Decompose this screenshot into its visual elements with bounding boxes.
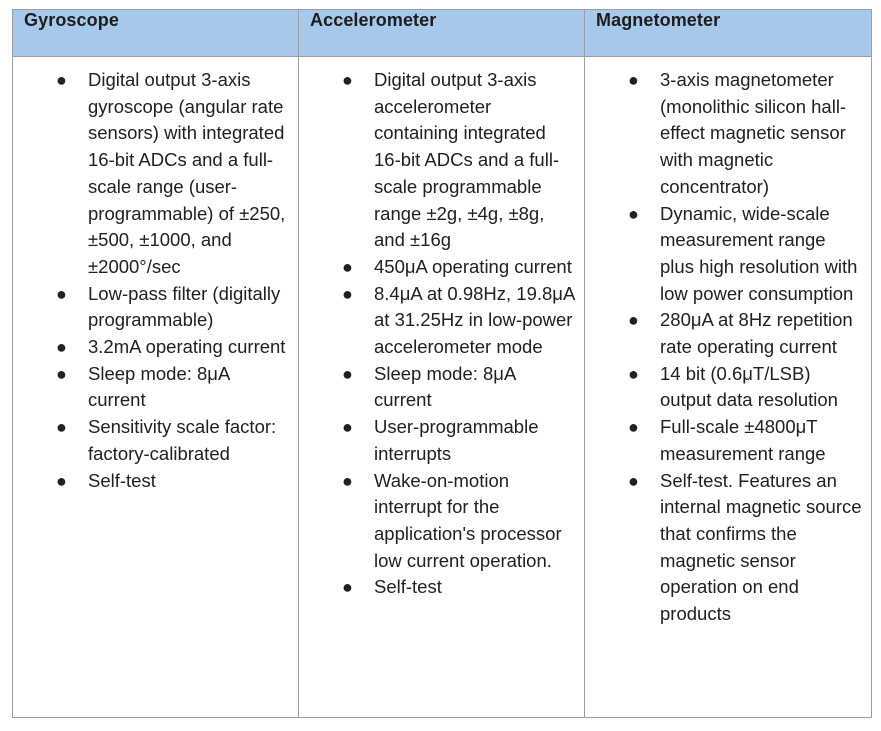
list-item: [13, 334, 290, 361]
list-item: [299, 468, 576, 575]
bullet-icon: ●: [56, 283, 67, 304]
list-item: [299, 361, 576, 414]
bullet-icon: ●: [56, 363, 67, 384]
header-gyroscope: Gyroscope: [13, 10, 299, 57]
bullet-icon: ●: [56, 70, 67, 90]
list-item-text: Sleep mode: 8μA current: [374, 362, 516, 411]
list-item-text: Sleep mode: 8μA current: [88, 362, 230, 411]
list-item: [585, 201, 863, 308]
list-item: [585, 468, 863, 628]
list-item-text: Self-test: [374, 576, 442, 598]
list-item: [299, 281, 576, 361]
list-item: [13, 281, 290, 334]
list-item-text: 450μA operating current: [374, 255, 572, 277]
list-item-text: 14 bit (0.6μT/LSB) output data resolution: [660, 362, 838, 411]
list-item-text: Digital output 3-axis accelerometer containing integrated 16-bit ADCs and a full-scale programmable range ±2g, ±4g, ±8g, and ±16g: [374, 69, 560, 251]
bullet-icon: ●: [342, 363, 353, 384]
list-item-text: User-programmable interrupts: [374, 416, 539, 464]
magnetometer-cell: [585, 57, 872, 718]
list-item-text: Sensitivity scale factor: factory-calibrated: [88, 416, 277, 464]
bullet-icon: ●: [56, 337, 67, 358]
magnetometer-feature-list: [585, 67, 863, 628]
gyroscope-cell: [13, 57, 299, 718]
list-item-text: Self-test: [88, 469, 156, 491]
list-item: [585, 414, 863, 467]
list-item-text: Digital output 3-axis gyroscope (angular rate sensors) with integrated 16-bit ADCs and a full-scale range (user-programmable) of ±250, ±500, ±1000, and ±2000°/sec: [88, 69, 286, 277]
sensor-spec-table-wrapper: [12, 9, 871, 718]
accelerometer-cell: [299, 57, 585, 718]
list-item-text: Wake-on-motion interrupt for the application's processor low current operation.: [374, 469, 562, 571]
header-magnetometer: Magnetometer: [585, 10, 872, 57]
feature-row: [13, 57, 872, 718]
list-item-text: 3-axis magnetometer (monolithic silicon hall-effect magnetic sensor with magnetic concentrator): [660, 69, 847, 197]
bullet-icon: ●: [628, 417, 639, 438]
bullet-icon: ●: [342, 470, 353, 491]
bullet-icon: ●: [342, 577, 353, 598]
list-item-text: Self-test. Features an internal magnetic source that confirms the magnetic sensor operation on end products: [660, 469, 862, 625]
bullet-icon: ●: [628, 70, 639, 90]
list-item: [585, 67, 863, 201]
list-item: [13, 361, 290, 414]
list-item: [299, 67, 576, 254]
list-item-text: Full-scale ±4800μT measurement range: [660, 416, 826, 464]
bullet-icon: ●: [56, 417, 67, 438]
bullet-icon: ●: [628, 363, 639, 384]
list-item-text: 280μA at 8Hz repetition rate operating current: [660, 309, 853, 358]
list-item-text: 8.4μA at 0.98Hz, 19.8μA at 31.25Hz in low-power accelerometer mode: [374, 282, 575, 358]
list-item: [299, 414, 576, 467]
bullet-icon: ●: [342, 256, 353, 277]
list-item: [299, 254, 576, 281]
list-item: [299, 574, 576, 601]
accelerometer-feature-list: [299, 67, 576, 601]
sensor-spec-table: [12, 9, 872, 718]
bullet-icon: ●: [342, 417, 353, 438]
gyroscope-feature-list: [13, 67, 290, 494]
list-item: [13, 67, 290, 281]
bullet-icon: ●: [628, 310, 639, 331]
list-item: [585, 361, 863, 414]
list-item: [13, 468, 290, 495]
header-accelerometer: Accelerometer: [299, 10, 585, 57]
list-item: [13, 414, 290, 467]
bullet-icon: ●: [342, 283, 353, 304]
bullet-icon: ●: [342, 70, 353, 90]
bullet-icon: ●: [56, 470, 67, 491]
bullet-icon: ●: [628, 470, 639, 491]
list-item-text: 3.2mA operating current: [88, 336, 286, 358]
list-item-text: Low-pass filter (digitally programmable): [88, 282, 281, 331]
list-item: [585, 307, 863, 360]
bullet-icon: ●: [628, 203, 639, 224]
list-item-text: Dynamic, wide-scale measurement range plus high resolution with low power consumption: [660, 202, 858, 304]
header-row: [13, 10, 872, 57]
